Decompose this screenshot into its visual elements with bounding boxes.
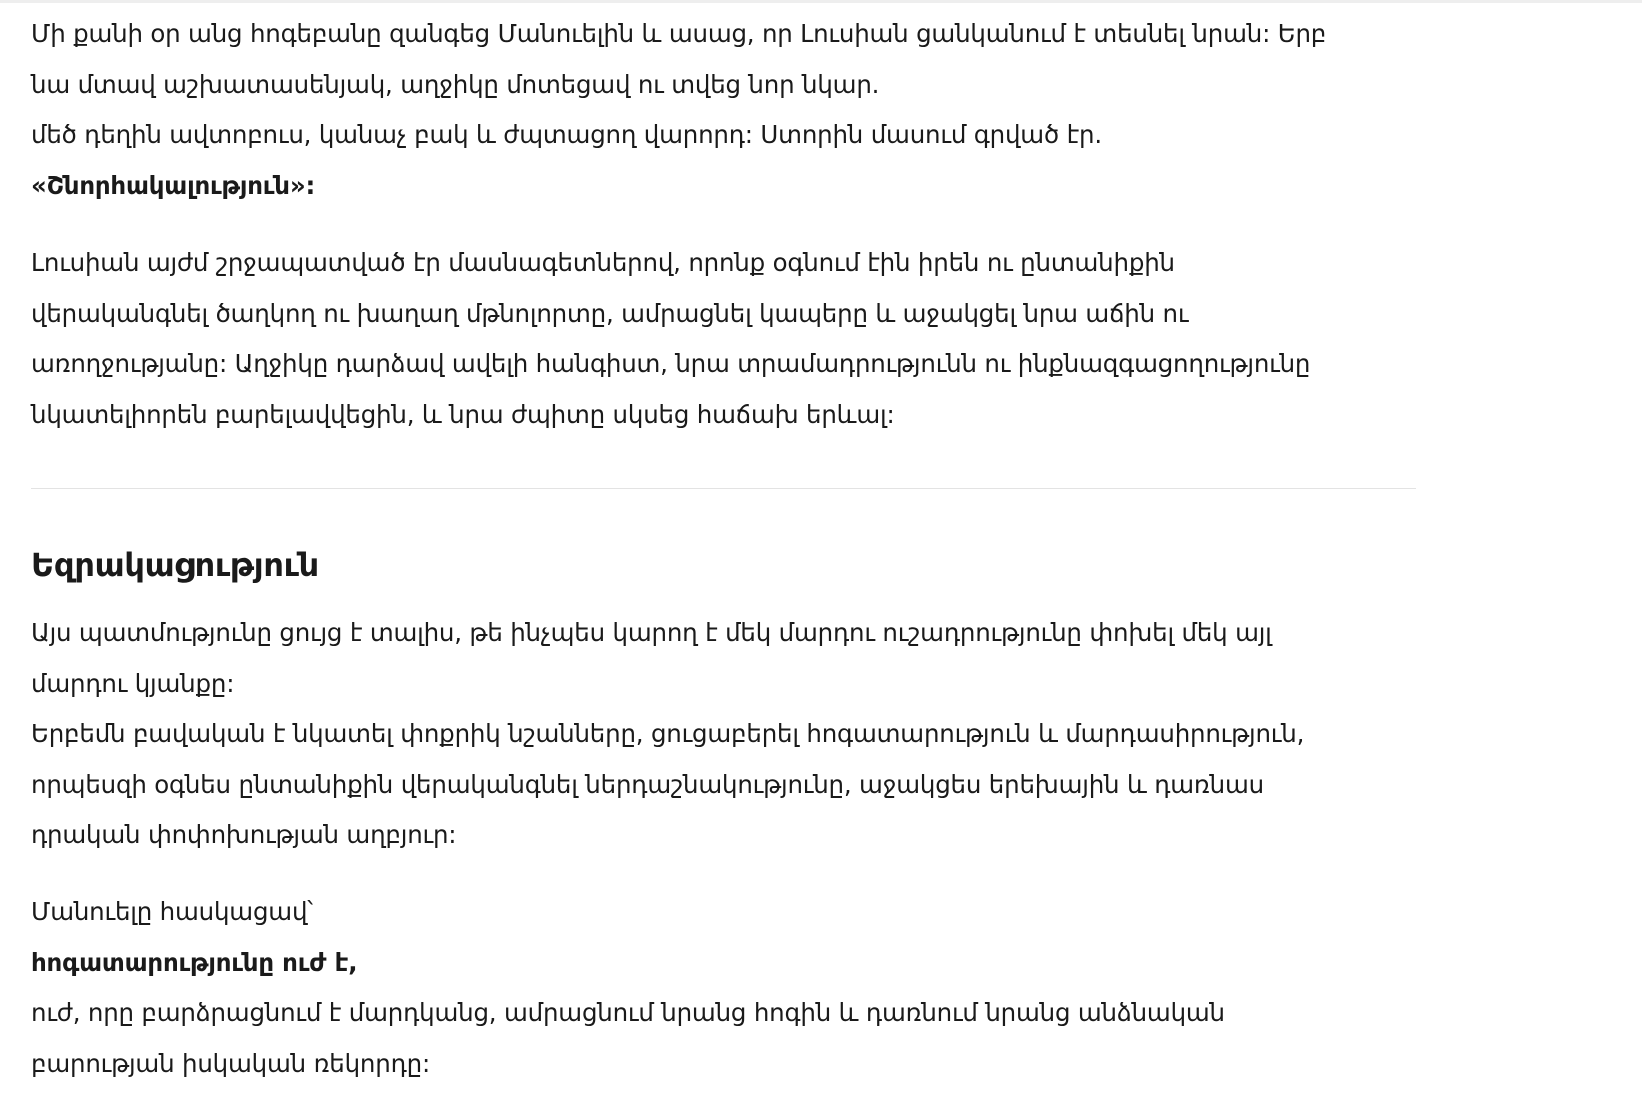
paragraph-4-line-1: Մանուելը հասկացավ՝ [31, 897, 313, 926]
section-heading: Եզրակացություն [31, 546, 319, 584]
paragraph-4 [31, 887, 1225, 1089]
paragraph-1-line-1: Մի քանի օր անց հոգեբանը զանգեց Մանուելին և ասաց, որ Լուսիան ցանկանում է տեսնել նրան: Երբ [31, 19, 1327, 48]
paragraph-3-line-3: Երբեմն բավական է նկատել փոքրիկ նշանները, ցուցաբերել հոգատարություն և մարդասիրություն, [31, 719, 1305, 748]
top-border [0, 0, 1642, 3]
paragraph-1-line-3: մեծ դեղին ավտոբուս, կանաչ բակ և ժպտացող վարորդ: Ստորին մասում գրված էր. [31, 120, 1102, 149]
paragraph-2-line-4: նկատելիորեն բարելավվեցին, և նրա ժպիտը սկսեց հաճախ երևալ: [31, 399, 895, 429]
paragraph-1 [31, 9, 1326, 211]
section-divider [31, 488, 1416, 489]
paragraph-3-line-2: մարդու կյանքը: [31, 668, 235, 698]
paragraph-3-line-5: դրական փոփոխության աղբյուր: [31, 820, 457, 849]
care-is-strength-text: հոգատարությունը ուժ է, [31, 947, 358, 977]
paragraph-3 [31, 608, 1304, 861]
paragraph-2-line-3: առողջությանը: Աղջիկը դարձավ ավելի հանգիստ, նրա տրամադրությունն ու ինքնազգացողությունը [31, 349, 1311, 378]
paragraph-1-line-2: նա մտավ աշխատասենյակ, աղջիկը մոտեցավ ու տվեց նոր նկար. [31, 69, 880, 99]
paragraph-3-line-4: որպեսզի օգնես ընտանիքին վերականգնել ներդաշնակությունը, աջակցես երեխային և դառնաս [31, 769, 1264, 799]
paragraph-2 [31, 238, 1310, 440]
paragraph-3-line-1: Այս պատմությունը ցույց է տալիս, թե ինչպես կարող է մեկ մարդու ուշադրությունը փոխել մեկ այլ [31, 618, 1272, 647]
thank-you-text: «Շնորհակալություն»: [31, 170, 316, 200]
paragraph-2-line-1: Լուսիան այժմ շրջապատված էր մասնագետներով, որոնք օգնում էին իրեն ու ընտանիքին [31, 248, 1175, 277]
paragraph-4-line-3: ուժ, որը բարձրացնում է մարդկանց, ամրացնում նրանց հոգին և դառնում նրանց անձնական [31, 998, 1225, 1027]
paragraph-2-line-2: վերականգնել ծաղկող ու խաղաղ մթնոլորտը, ամրացնել կապերը և աջակցել նրա աճին ու [31, 298, 1189, 328]
paragraph-4-line-4: բարության իսկական ռեկորդը: [31, 1048, 431, 1078]
